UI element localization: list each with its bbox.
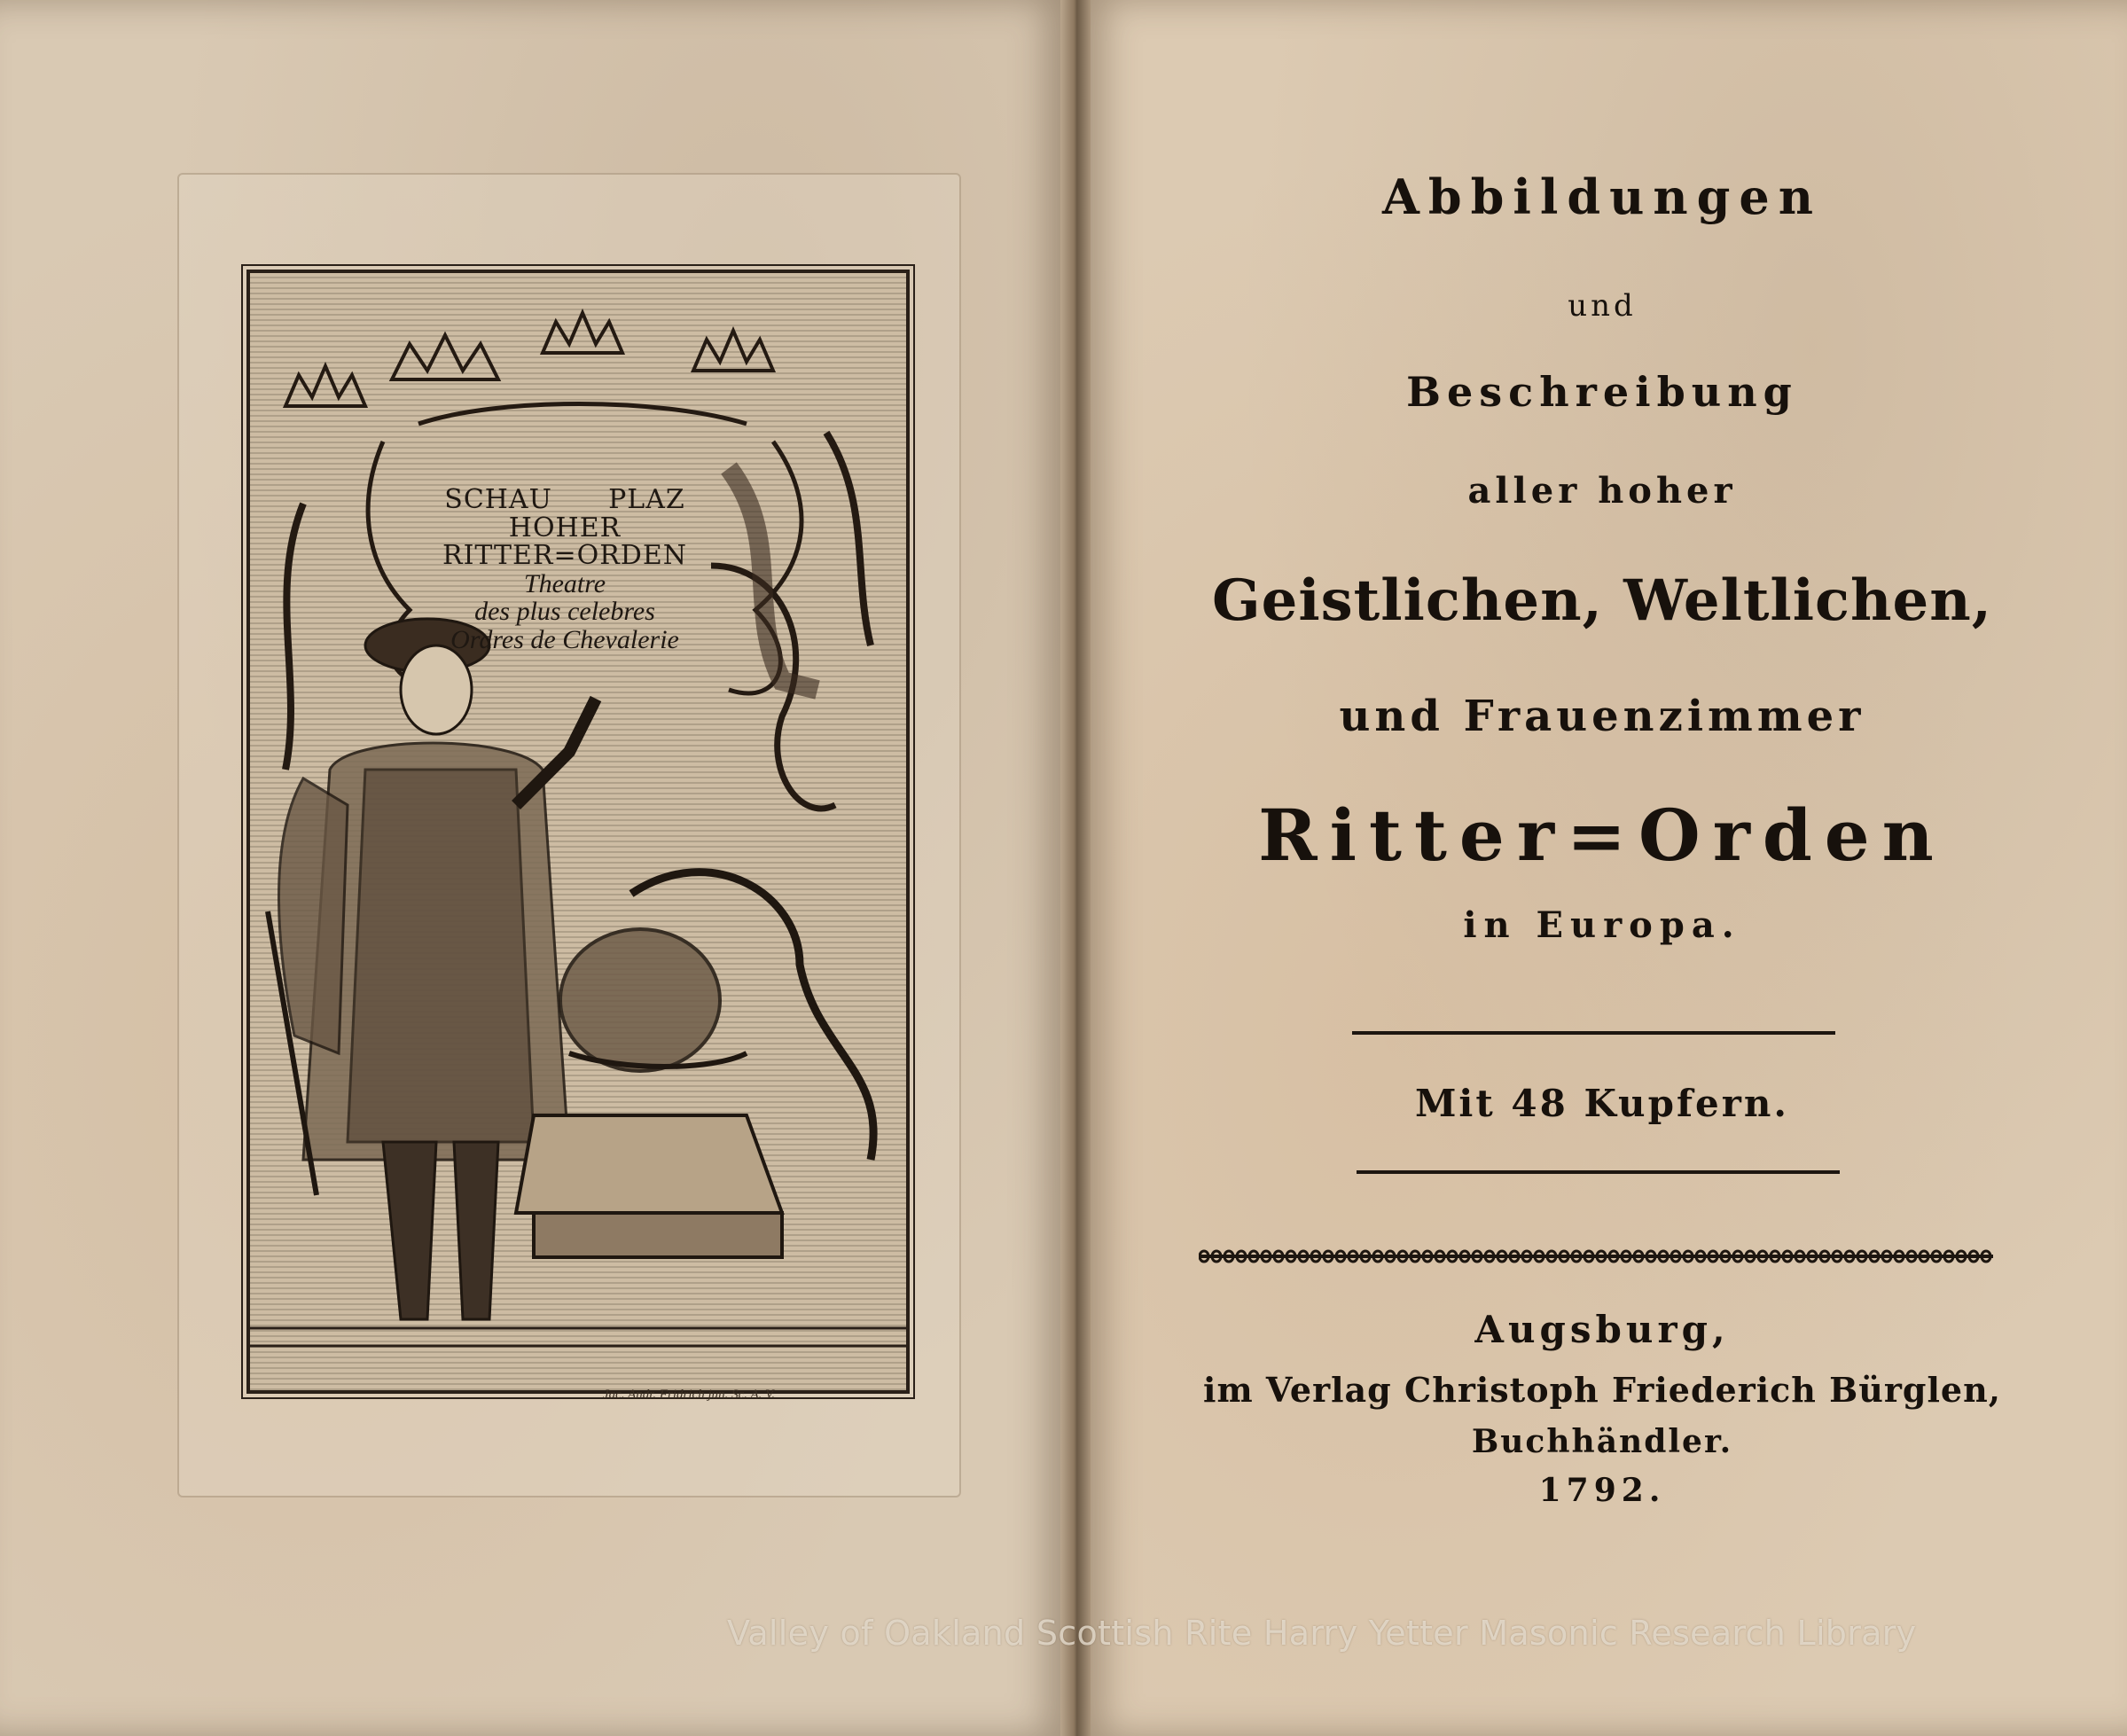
frontispiece-subtitle-celebres: des plus celebres xyxy=(474,597,655,626)
library-watermark: Valley of Oakland Scottish Rite Harry Yetter Masonic Research Library xyxy=(727,1614,1917,1653)
title-geistlichen-weltlichen: Geistlichen, Weltlichen, xyxy=(1211,567,1993,634)
imprint-trade: Buchhändler. xyxy=(1471,1423,1733,1460)
ribbon-banner xyxy=(729,468,817,690)
imprint-publisher: im Verlag Christoph Friederich Bürglen, xyxy=(1203,1370,2001,1410)
divider-rule-top xyxy=(1352,1031,1835,1035)
title-aller-hoher: aller hoher xyxy=(1467,470,1737,512)
frontispiece-title-plaz: PLAZ xyxy=(608,484,685,515)
pedestal-ornament xyxy=(516,872,873,1257)
title-beschreibung: Beschreibung xyxy=(1406,368,1798,416)
engraving-illustration xyxy=(250,273,906,1390)
frontispiece-title-schau: SCHAU xyxy=(444,484,552,515)
title-und-1: und xyxy=(1568,288,1637,324)
title-plates-count: Mit 48 Kupfern. xyxy=(1414,1082,1790,1125)
imprint-year: 1792. xyxy=(1538,1472,1666,1509)
frontispiece-subtitle-theatre: Theatre xyxy=(523,568,606,598)
title-ritter-orden: Ritter=Orden xyxy=(1258,794,1946,877)
title-in-europa: in Europa. xyxy=(1463,904,1741,946)
frontispiece-engraving xyxy=(246,270,910,1394)
frontispiece-title xyxy=(414,486,716,653)
imprint-place: Augsburg, xyxy=(1474,1308,1730,1351)
frontispiece-title-ritter-orden: RITTER=ORDEN xyxy=(442,540,688,571)
crown-icon xyxy=(285,313,773,406)
frontispiece-subtitle-chevalerie: Ordres de Chevalerie xyxy=(450,624,679,654)
floor-lines xyxy=(250,1328,906,1346)
title-abbildungen: Abbildungen xyxy=(1381,168,1823,225)
ornamental-chain-rule xyxy=(1199,1248,1993,1264)
engraver-signature: Jac. Andr. Fridrich jun. Sc. A. V. xyxy=(603,1388,776,1402)
divider-rule-bottom xyxy=(1357,1170,1840,1174)
frontispiece-title-hoher: HOHER xyxy=(508,512,622,543)
title-und-frauenzimmer: und Frauenzimmer xyxy=(1339,692,1865,741)
